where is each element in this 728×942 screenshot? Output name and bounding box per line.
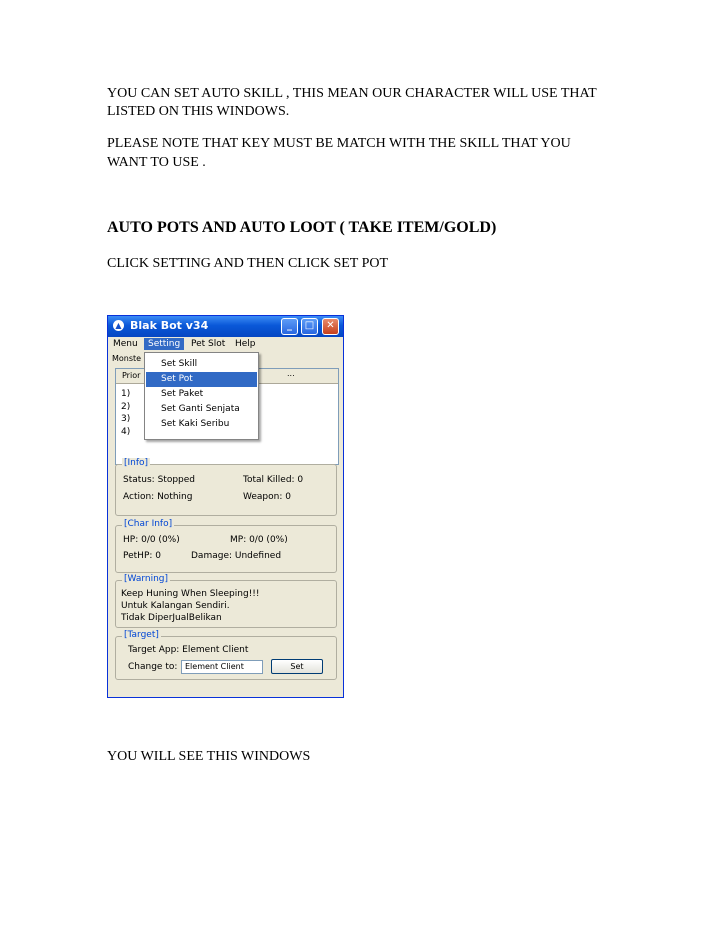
group-title: [Warning] [124,574,169,584]
minimize-icon[interactable]: _ [281,318,298,335]
paragraph-line: YOU CAN SET AUTO SKILL , THIS MEAN OUR CHARACTER WILL USE THAT [107,86,597,101]
target-group [115,630,337,680]
paragraph-line: YOU WILL SEE THIS WINDOWS [107,749,311,764]
pet-hp-text: PetHP: 0 [123,551,161,561]
maximize-icon[interactable]: □ [301,318,318,335]
paragraph-line: PLEASE NOTE THAT KEY MUST BE MATCH WITH THE SKILL THAT YOU [107,136,571,151]
paragraph-line: WANT TO USE . [107,155,206,170]
window-titlebar [108,316,343,337]
change-to-input[interactable]: Element Client [181,660,263,674]
set-button[interactable]: Set [271,659,323,674]
group-title: [Info] [124,458,149,468]
status-text: Status: Stopped [123,475,195,485]
mp-text: MP: 0/0 (0%) [230,535,288,545]
menu-item-pet-slot[interactable]: Pet Slot [191,339,226,349]
list-item[interactable]: 3) [121,414,131,424]
menu-item-set-kaki-seribu[interactable]: Set Kaki Seribu [161,419,230,429]
warning-line: Untuk Kalangan Sendiri. [121,601,230,611]
setting-dropdown-menu [144,352,259,440]
list-item[interactable]: 1) [121,389,131,399]
close-icon[interactable]: ✕ [322,318,339,335]
section-heading: AUTO POTS AND AUTO LOOT ( TAKE ITEM/GOLD) [107,219,497,236]
app-icon: ▲ [113,320,124,331]
total-killed-text: Total Killed: 0 [243,475,304,485]
tab-monster[interactable]: Monste [112,354,142,363]
info-group [115,458,337,516]
warning-group [115,574,337,628]
weapon-text: Weapon: 0 [243,492,291,502]
char-info-group [115,519,337,573]
list-item[interactable]: 2) [121,402,131,412]
menu-item-set-skill[interactable]: Set Skill [161,359,198,369]
bot-window-screenshot [107,315,344,698]
menubar [108,337,343,353]
group-title: [Target] [124,630,159,640]
hp-text: HP: 0/0 (0%) [123,535,180,545]
menu-item-setting[interactable]: Setting [144,338,184,350]
change-to-label: Change to: [128,662,178,672]
menu-item-set-pot[interactable]: Set Pot [146,372,257,387]
paragraph-line: CLICK SETTING AND THEN CLICK SET POT [107,256,389,271]
menu-item-help[interactable]: Help [235,339,256,349]
target-app-text: Target App: Element Client [128,645,249,655]
menu-item-set-paket[interactable]: Set Paket [161,389,204,399]
window-title: Blak Bot v34 [130,319,209,332]
warning-line: Keep Huning When Sleeping!!! [121,589,260,599]
paragraph-line: LISTED ON THIS WINDOWS. [107,104,290,119]
damage-text: Damage: Undefined [191,551,282,561]
group-title: [Char Info] [124,519,173,529]
column-header-priority: Prior [122,371,141,380]
menu-item-menu[interactable]: Menu [113,339,138,349]
column-header-more: ... [287,369,295,378]
warning-line: Tidak DiperJualBelikan [121,613,222,623]
menu-item-set-ganti-senjata[interactable]: Set Ganti Senjata [161,404,240,414]
action-text: Action: Nothing [123,492,193,502]
list-item[interactable]: 4) [121,427,131,437]
